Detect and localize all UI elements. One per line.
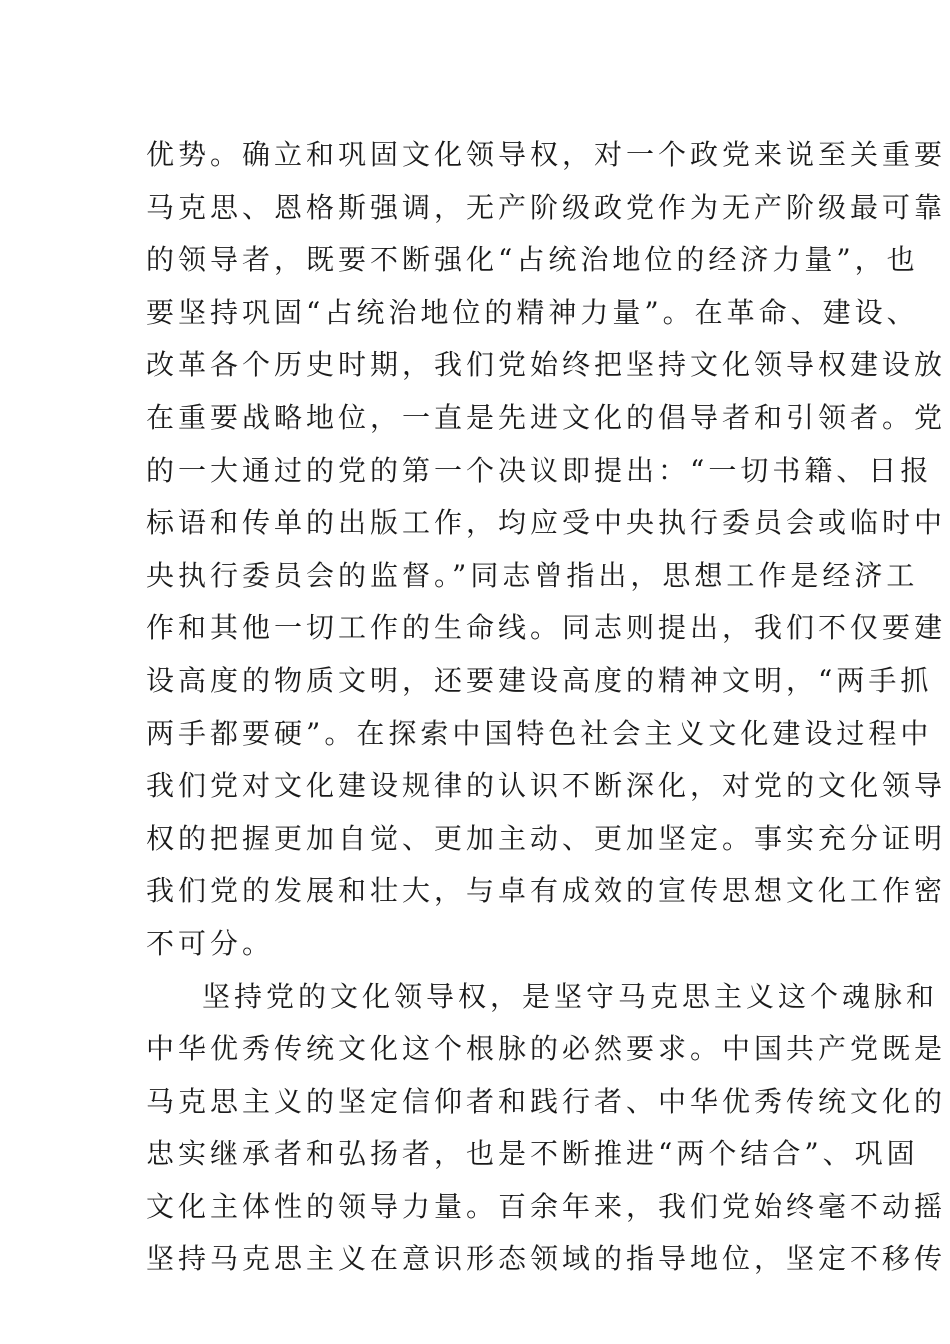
- text-line: 要坚持巩固“占统治地位的精神力量”。在革命、建设、: [146, 295, 919, 329]
- text-line: 文化主体性的领导力量。百余年来，我们党始终毫不动摇: [146, 1189, 947, 1223]
- text-line: 央执行委员会的监督。”同志曾指出，思想工作是经济工: [146, 558, 919, 592]
- text-line: 标语和传单的出版工作，均应受中央执行委员会或临时中: [146, 506, 947, 540]
- text-line: 作和其他一切工作的生命线。同志则提出，我们不仅要建: [146, 611, 947, 645]
- text-line: 设高度的物质文明，还要建设高度的精神文明，“两手抓: [146, 663, 933, 697]
- paragraph-start-line: 坚持党的文化领导权，是坚守马克思主义这个魂脉和: [202, 979, 939, 1013]
- text-line: 我们党对文化建设规律的认识不断深化，对党的文化领导: [146, 769, 947, 803]
- text-line: 在重要战略地位，一直是先进文化的倡导者和引领者。党: [146, 400, 947, 434]
- body-text: [146, 129, 947, 1286]
- text-line: 权的把握更加自觉、更加主动、更加坚定。事实充分证明: [146, 821, 947, 855]
- text-line: 马克思、恩格斯强调，无产阶级政党作为无产阶级最可靠: [146, 190, 947, 224]
- text-line: 坚持马克思主义在意识形态领域的指导地位，坚定不移传: [146, 1242, 947, 1276]
- text-line: 忠实继承者和弘扬者，也是不断推进“两个结合”、巩固: [146, 1137, 919, 1171]
- text-line: 两手都要硬”。在探索中国特色社会主义文化建设过程中: [146, 716, 933, 750]
- text-line: 优势。确立和巩固文化领导权，对一个政党来说至关重要: [146, 138, 947, 171]
- text-line: 马克思主义的坚定信仰者和践行者、中华优秀传统文化的: [146, 1084, 947, 1118]
- text-line: 我们党的发展和壮大，与卓有成效的宣传思想文化工作密: [146, 874, 947, 908]
- text-line: 中华优秀传统文化这个根脉的必然要求。中国共产党既是: [146, 1032, 947, 1066]
- text-line: 改革各个历史时期，我们党始终把坚持文化领导权建设放: [146, 348, 947, 382]
- text-line: 的领导者，既要不断强化“占统治地位的经济力量”，也: [146, 243, 919, 277]
- text-line: 不可分。: [146, 926, 275, 960]
- text-line: 的一大通过的党的第一个决议即提出：“一切书籍、日报: [146, 453, 933, 487]
